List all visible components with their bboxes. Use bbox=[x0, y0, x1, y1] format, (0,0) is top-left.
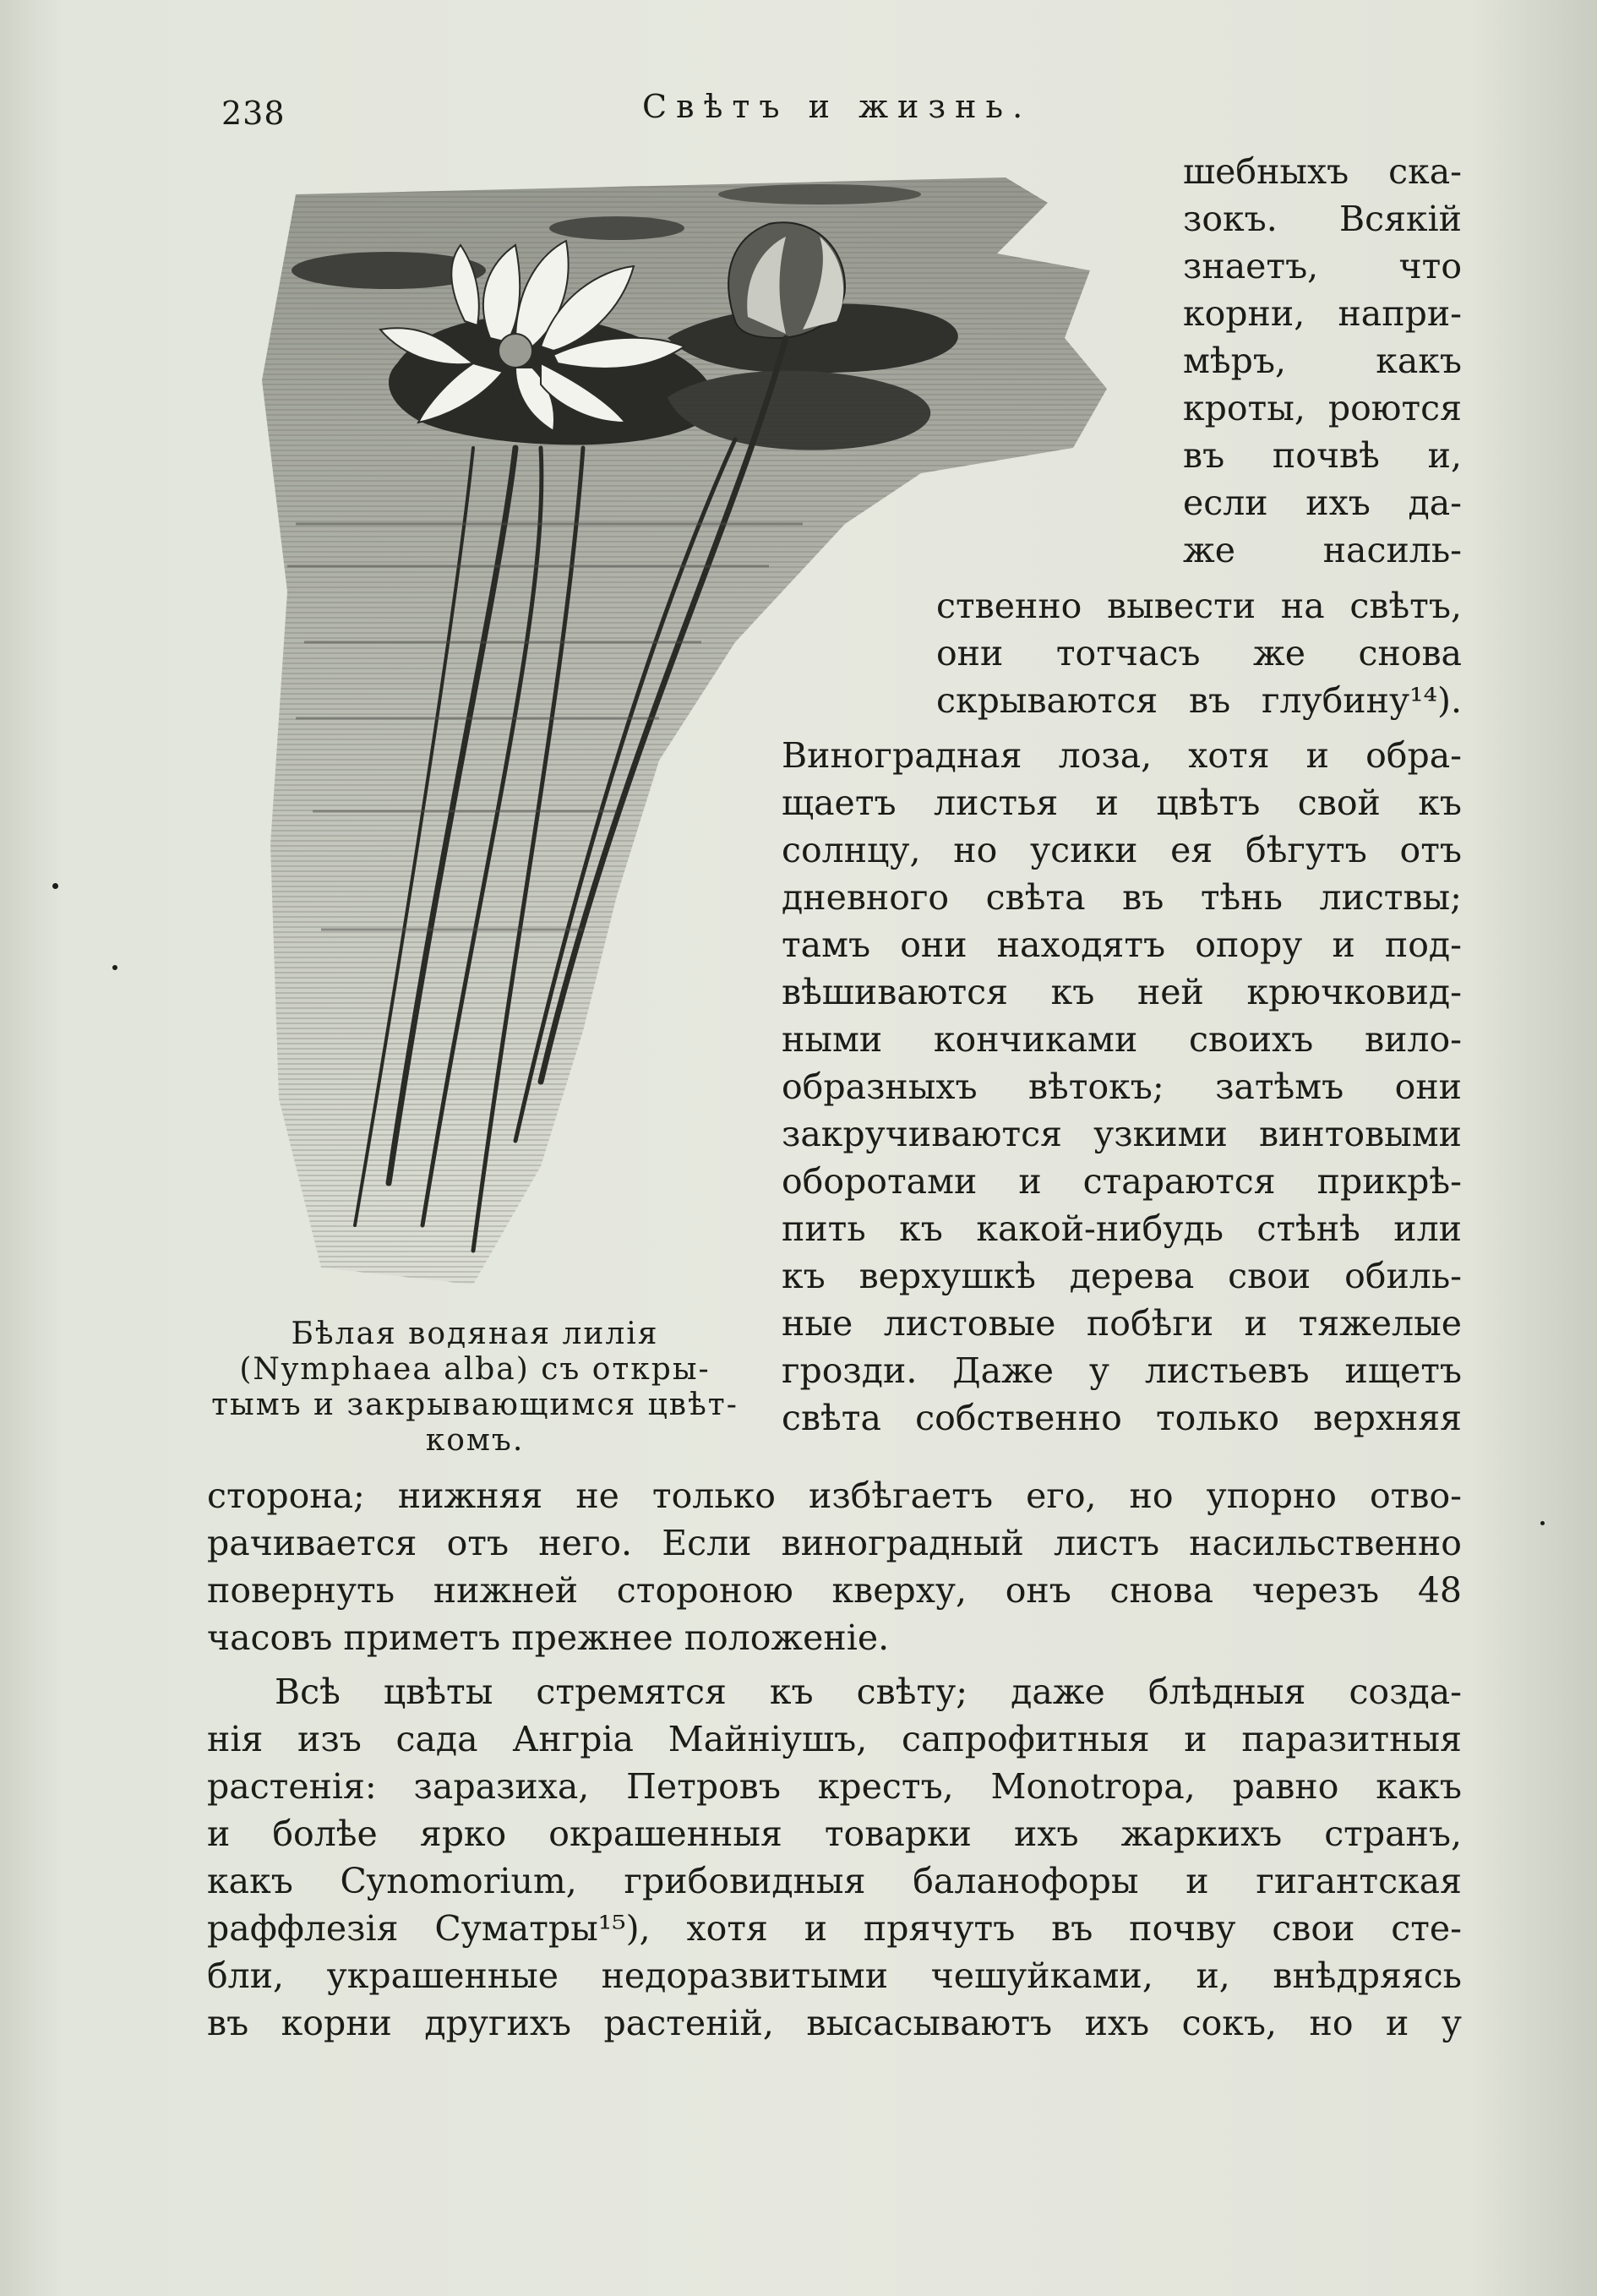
ink-speck bbox=[112, 965, 117, 970]
text-line: рачивается отъ него. Если виноградный листъ насильственно bbox=[207, 1523, 1462, 1563]
text-line: бли, украшенные недоразвитыми чешуйками, и, внѣдряясь bbox=[207, 1955, 1462, 1996]
text-line: въ почвѣ и, bbox=[1183, 435, 1462, 476]
text-line: раффлезія Суматры¹⁵), хотя и прячутъ въ почву свои сте- bbox=[207, 1908, 1462, 1949]
text-line: въ корни другихъ растеній, высасываютъ ихъ сокъ, но и у bbox=[207, 2003, 1462, 2043]
caption-line: тымъ и закрывающимся цвѣт- bbox=[211, 1388, 739, 1422]
text-line: знаетъ, что bbox=[1183, 246, 1462, 286]
text-line: кроты, роются bbox=[1183, 388, 1462, 428]
figure-caption bbox=[196, 1317, 754, 1459]
text-line: ными кончиками своихъ вило- bbox=[782, 1019, 1462, 1060]
text-line: тамъ они находятъ опору и под- bbox=[782, 924, 1462, 965]
text-line: ственно вывести на свѣтъ, bbox=[936, 586, 1462, 626]
text-line: щаетъ листья и цвѣтъ свой къ bbox=[782, 783, 1462, 823]
text-line: скрываются въ глубину¹⁴). bbox=[936, 680, 1462, 721]
text-line: если ихъ да- bbox=[1183, 483, 1462, 523]
text-line: свѣта собственно только верхняя bbox=[782, 1398, 1462, 1438]
caption-line: Бѣлая водяная лилія bbox=[291, 1317, 659, 1351]
text-line: повернуть нижней стороною кверху, онъ снова черезъ 48 bbox=[207, 1570, 1462, 1611]
ink-speck bbox=[52, 883, 58, 889]
text-line: корни, напри- bbox=[1183, 293, 1462, 334]
text-line: и болѣе ярко окрашенныя товарки ихъ жаркихъ странъ, bbox=[207, 1813, 1462, 1854]
text-line: дневного свѣта въ тѣнь листвы; bbox=[782, 877, 1462, 918]
caption-line: (Nymphaea alba) съ откры- bbox=[239, 1352, 711, 1387]
text-line: нія изъ сада Ангріа Майніушъ, сапрофитныя и паразитныя bbox=[207, 1719, 1462, 1759]
text-line: къ верхушкѣ дерева свои обиль- bbox=[782, 1256, 1462, 1296]
page-number: 238 bbox=[221, 95, 286, 132]
text-line: пить къ какой-нибудь стѣнѣ или bbox=[782, 1208, 1462, 1249]
text-line: Виноградная лоза, хотя и обра- bbox=[782, 735, 1462, 776]
text-line: шебныхъ ска- bbox=[1183, 151, 1462, 192]
text-line: солнцу, но усики ея бѣгутъ отъ bbox=[782, 830, 1462, 870]
running-title: Свѣтъ и жизнь. bbox=[642, 88, 1033, 125]
text-line: образныхъ вѣтокъ; затѣмъ они bbox=[782, 1066, 1462, 1107]
text-line: закручиваются узкими винтовыми bbox=[782, 1114, 1462, 1154]
text-line: грозди. Даже у листьевъ ищетъ bbox=[782, 1350, 1462, 1391]
text-line: растенія: заразиха, Петровъ крестъ, Monotropa, равно какъ bbox=[207, 1766, 1462, 1807]
text-line: зокъ. Всякій bbox=[1183, 199, 1462, 239]
text-line: оборотами и стараются прикрѣ- bbox=[782, 1161, 1462, 1202]
text-line: вѣшиваются къ ней крючковид- bbox=[782, 972, 1462, 1012]
text-line: мѣръ, какъ bbox=[1183, 341, 1462, 381]
text-line: же насиль- bbox=[1183, 530, 1462, 570]
ink-speck bbox=[1540, 1521, 1545, 1525]
text-line: часовъ приметъ прежнее положеніе. bbox=[207, 1617, 890, 1658]
text-line: какъ Cynomorium, грибовидныя баланофоры и гигантская bbox=[207, 1861, 1462, 1901]
caption-line: комъ. bbox=[425, 1423, 525, 1458]
text-line: сторона; нижняя не только избѣгаетъ его, но упорно отво- bbox=[207, 1475, 1462, 1516]
text-line: ные листовые побѣги и тяжелые bbox=[782, 1303, 1462, 1344]
text-line: они тотчасъ же снова bbox=[936, 633, 1462, 674]
text-line: Всѣ цвѣты стремятся къ свѣту; даже блѣдныя созда- bbox=[275, 1672, 1462, 1712]
